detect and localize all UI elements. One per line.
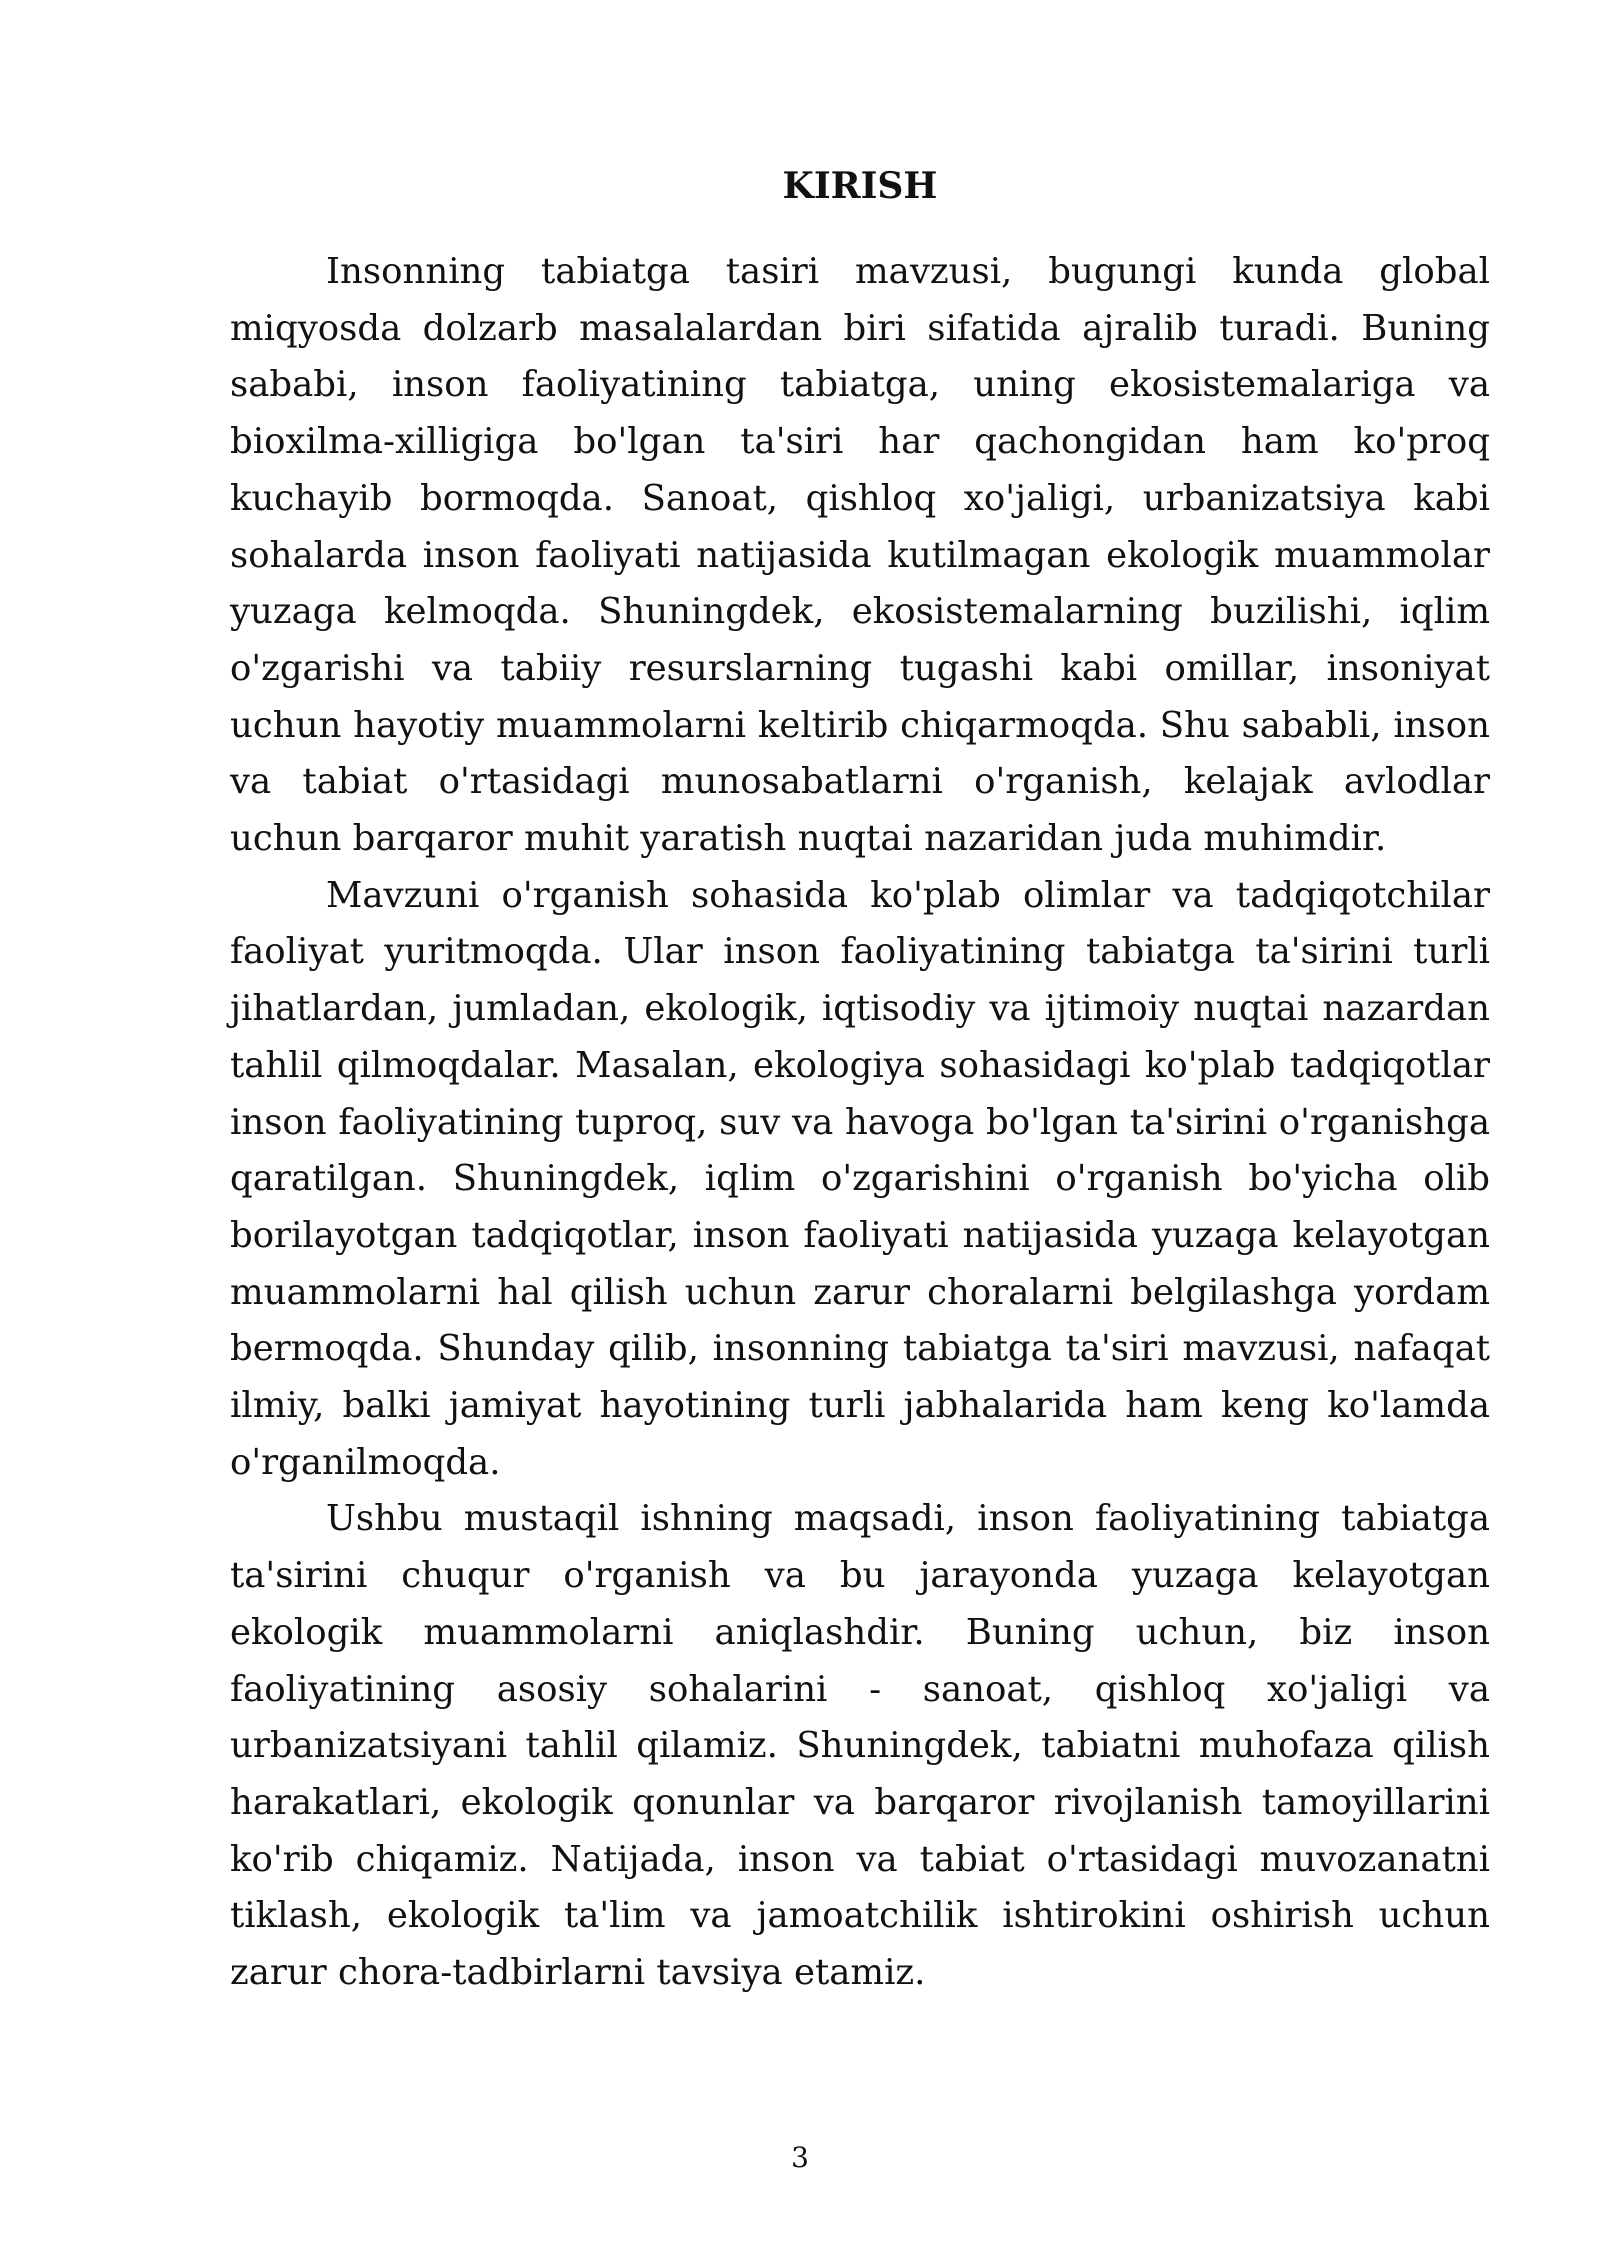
paragraph-1: Insonning tabiatga tasiri mavzusi, bugungi kunda global miqyosda dolzarb masalalardan biri sifatida ajralib turadi. Buning sababi, inson faoliyatining tabiatga, uning ekosistemalariga va bioxilma-xilligiga bo'lgan ta'siri har qachongidan ham ko'proq kuchayib bormoqda. Sanoat, qishloq xo'jaligi, urbanizatsiya kabi sohalarda inson faoliyati natijasida kutilmagan ekologik muammolar yuzaga kelmoqda. Shuningdek, ekosistemalarning buzilishi, iqlim o'zgarishi va tabiiy resurslarning tugashi kabi omillar, insoniyat uchun hayotiy muammolarni keltirib chiqarmoqda. Shu sababli, inson va tabiat o'rtasidagi munosabatlarni o'rganish, kelajak avlodlar uchun barqaror muhit yaratish nuqtai nazaridan juda muhimdir. (230, 251, 1490, 860)
document-body (230, 244, 1490, 2002)
page-title: KIRISH (782, 165, 938, 207)
page-number: 3 (791, 2141, 809, 2174)
paragraph-3: Ushbu mustaqil ishning maqsadi, inson faoliyatining tabiatga ta'sirini chuqur o'rganish va bu jarayonda yuzaga kelayotgan ekologik muammolarni aniqlashdir. Buning uchun, biz inson faoliyatining asosiy sohalarini - sanoat, qishloq xo'jaligi va urbanizatsiyani tahlil qilamiz. Shuningdek, tabiatni muhofaza qilish harakatlari, ekologik qonunlar va barqaror rivojlanish tamoyillarini ko'rib chiqamiz. Natijada, inson va tabiat o'rtasidagi muvozanatni tiklash, ekologik ta'lim va jamoatchilik ishtirokini oshirish uchun zarur chora-tadbirlarni tavsiya etamiz. (230, 1498, 1490, 1994)
paragraph-2: Mavzuni o'rganish sohasida ko'plab olimlar va tadqiqotchilar faoliyat yuritmoqda. Ular inson faoliyatining tabiatga ta'sirini turli jihatlardan, jumladan, ekologik, iqtisodiy va ijtimoiy nuqtai nazardan tahlil qilmoqdalar. Masalan, ekologiya sohasidagi ko'plab tadqiqotlar inson faoliyatining tuproq, suv va havoga bo'lgan ta'sirini o'rganishga qaratilgan. Shuningdek, iqlim o'zgarishini o'rganish bo'yicha olib borilayotgan tadqiqotlar, inson faoliyati natijasida yuzaga kelayotgan muammolarni hal qilish uchun zarur choralarni belgilashga yordam bermoqda. Shunday qilib, insonning tabiatga ta'siri mavzusi, nafaqat ilmiy, balki jamiyat hayotining turli jabhalarida ham keng ko'lamda o'rganilmoqda. (230, 874, 1490, 1483)
